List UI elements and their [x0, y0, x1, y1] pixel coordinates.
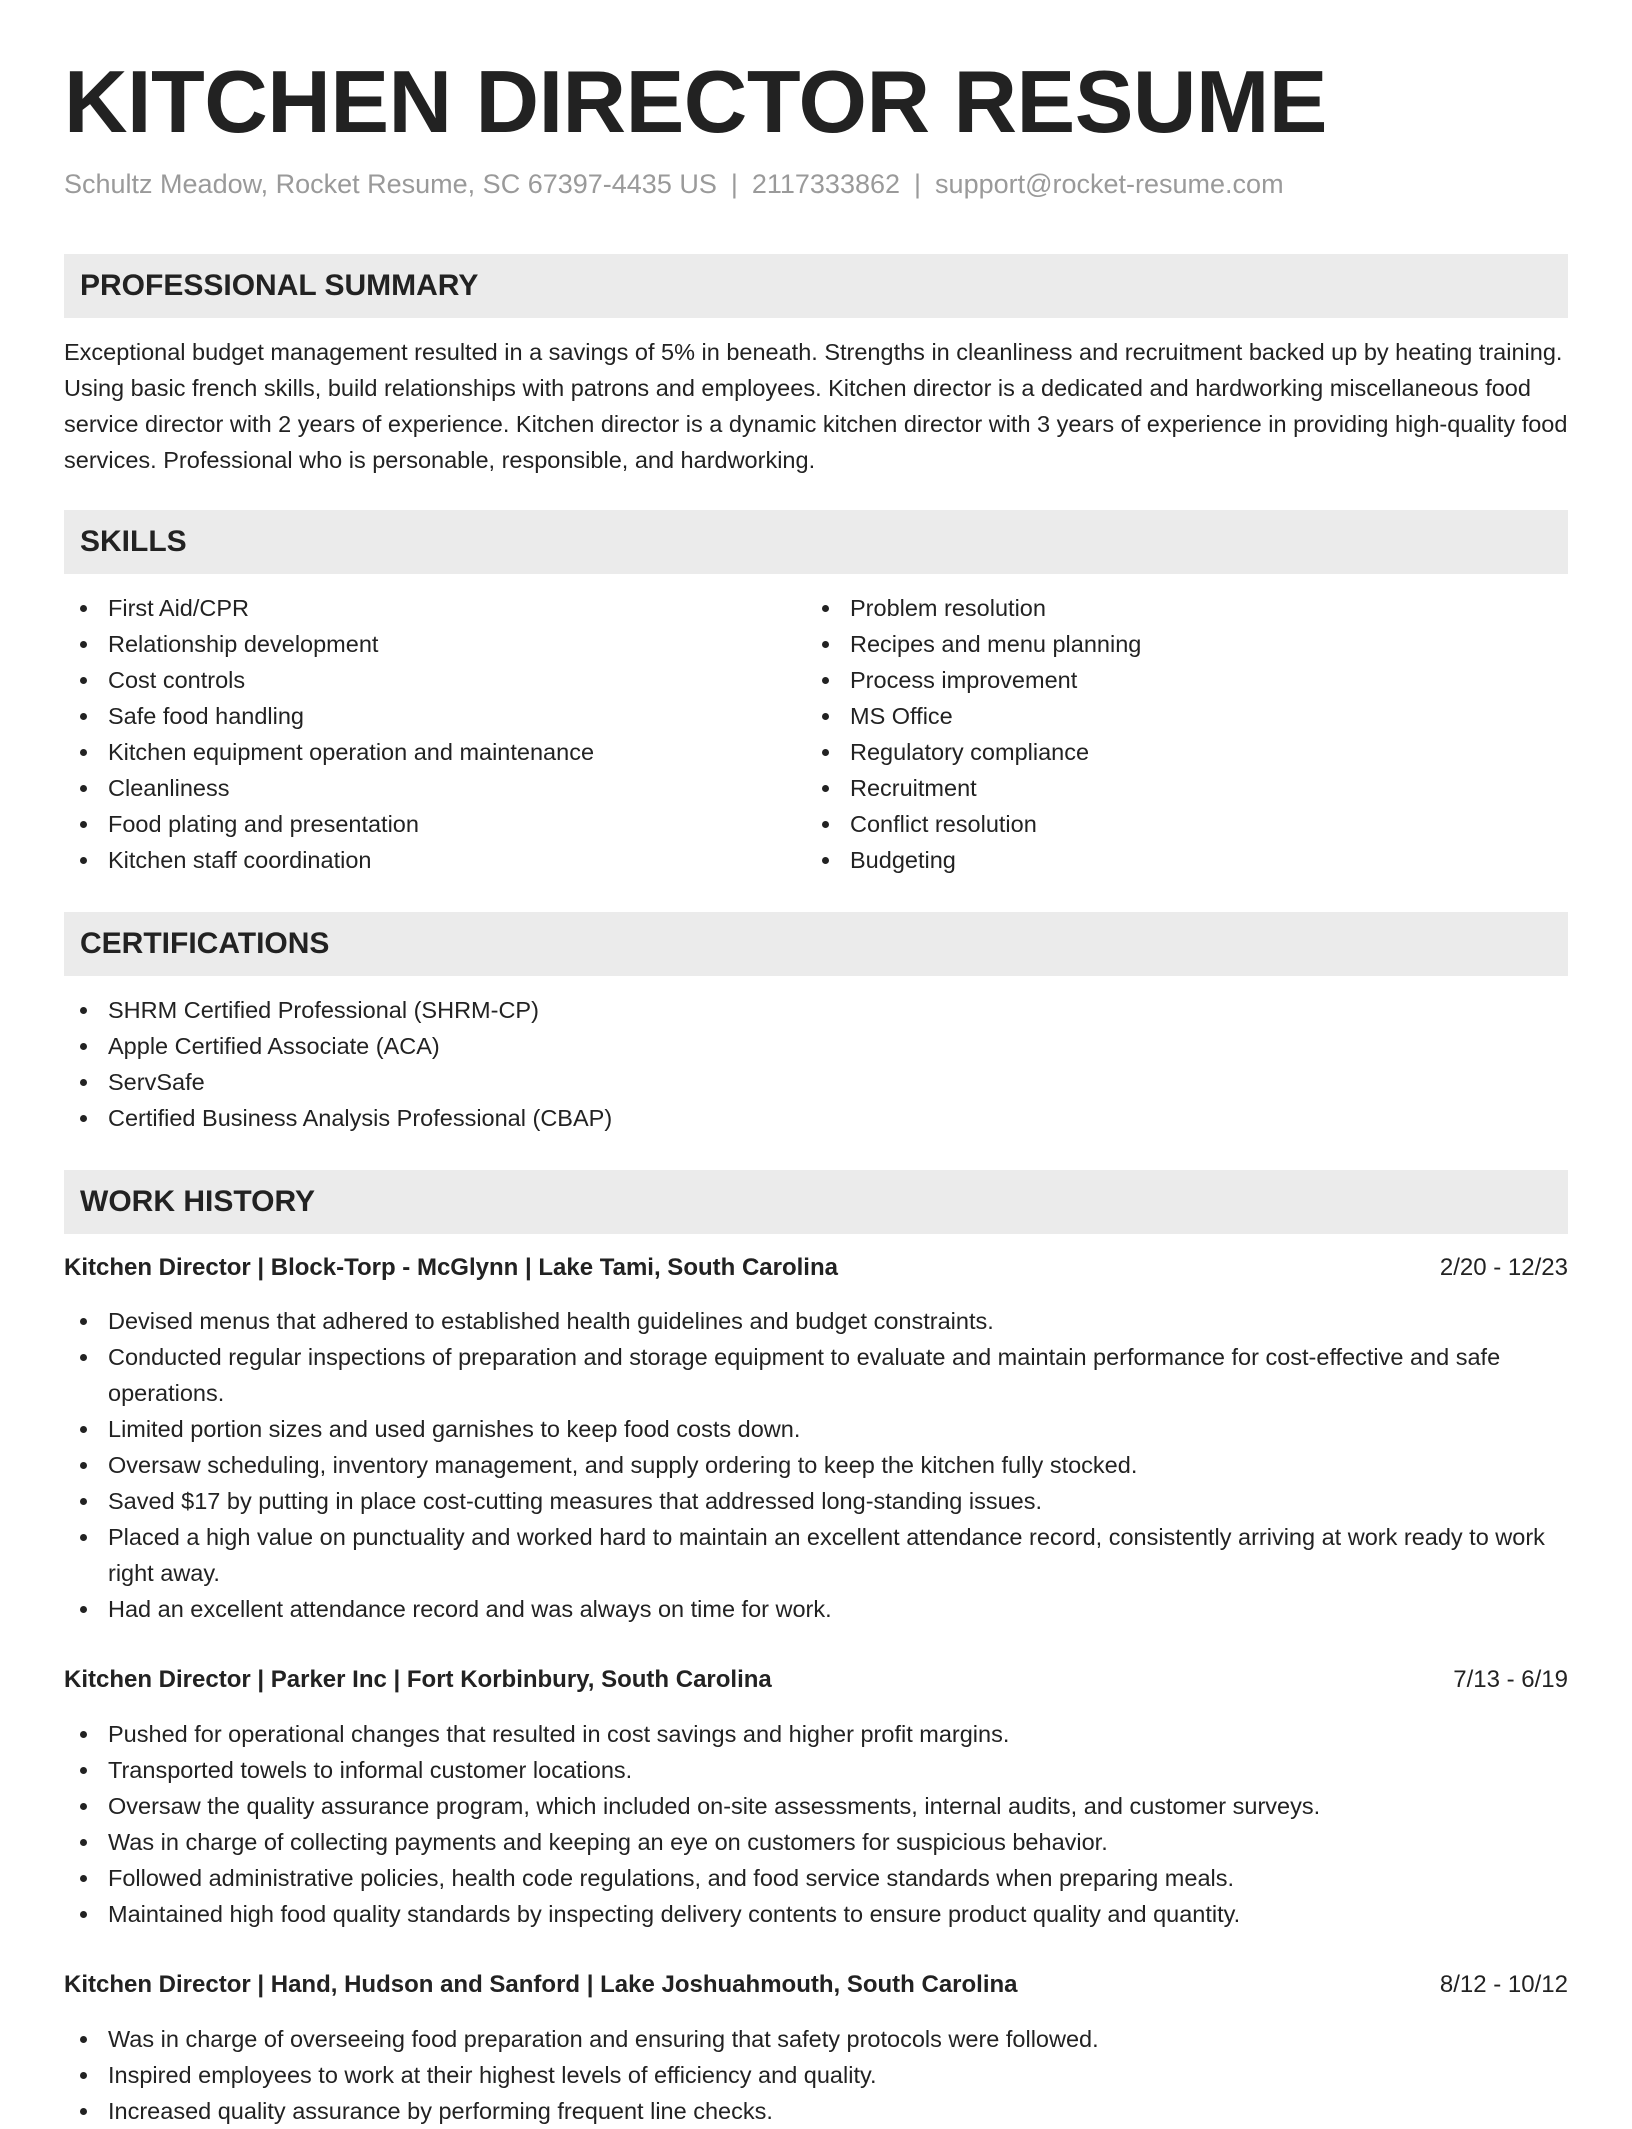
- job-bullet: Conducted regular inspections of preparation and storage equipment to evaluate and maintain performance for cost-effective and safe operations.: [64, 1339, 1568, 1411]
- work-history-heading: WORK HISTORY: [64, 1170, 1568, 1234]
- skill-item: Conflict resolution: [806, 806, 1546, 842]
- job-bullet: Oversaw scheduling, inventory management, and supply ordering to keep the kitchen fully stocked.: [64, 1447, 1568, 1483]
- job-bullet: Inspired employees to work at their highest levels of efficiency and quality.: [64, 2057, 1568, 2093]
- job-bullet: Had an excellent attendance record and was always on time for work.: [64, 1591, 1568, 1627]
- skill-item: Food plating and presentation: [64, 806, 804, 842]
- job-bullet: Saved $17 by putting in place cost-cutting measures that addressed long-standing issues.: [64, 1483, 1568, 1519]
- job-dates: 7/13 - 6/19: [1453, 1666, 1568, 1693]
- job-bullets: [64, 2021, 1568, 2129]
- job-bullets: [64, 1303, 1568, 1627]
- job-bullet: Followed administrative policies, health code regulations, and food service standards when preparing meals.: [64, 1860, 1568, 1896]
- skill-item: Cost controls: [64, 662, 804, 698]
- skill-item: Kitchen staff coordination: [64, 842, 804, 878]
- job-bullet: Devised menus that adhered to established health guidelines and budget constraints.: [64, 1303, 1568, 1339]
- contact-line: [64, 166, 1284, 202]
- job-header: [64, 1662, 1568, 1698]
- skill-item: Recruitment: [806, 770, 1546, 806]
- contact-separator: |: [730, 169, 738, 199]
- skill-item: MS Office: [806, 698, 1546, 734]
- skill-item: Kitchen equipment operation and maintenance: [64, 734, 804, 770]
- contact-separator: |: [914, 169, 922, 199]
- skill-item: Budgeting: [806, 842, 1546, 878]
- certification-item: ServSafe: [64, 1064, 1568, 1100]
- job-bullet: Was in charge of collecting payments and keeping an eye on customers for suspicious behavior.: [64, 1824, 1568, 1860]
- summary-text: Exceptional budget management resulted in a savings of 5% in beneath. Strengths in cleanliness and recruitment backed up by heating training. Using basic french skills, build relationships with patrons and employees. Kitchen director is a dedicated and hardworking miscellaneous food service director with 2 years of experience. Kitchen director is a dynamic kitchen director with 3 years of experience in providing high-quality food services. Professional who is personable, responsible, and hardworking.: [64, 339, 1568, 473]
- job-title: Kitchen Director | Parker Inc | Fort Korbinbury, South Carolina: [64, 1666, 772, 1693]
- contact-email: support@rocket-resume.com: [935, 169, 1284, 199]
- job-dates: 2/20 - 12/23: [1439, 1254, 1568, 1281]
- certifications-list: [64, 992, 1568, 1136]
- resume-title: KITCHEN DIRECTOR RESUME: [64, 52, 1327, 151]
- summary-heading: PROFESSIONAL SUMMARY: [64, 254, 1568, 318]
- certification-item: Apple Certified Associate (ACA): [64, 1028, 1568, 1064]
- job-bullet: Was in charge of overseeing food preparation and ensuring that safety protocols were followed.: [64, 2021, 1568, 2057]
- job-bullet: Placed a high value on punctuality and worked hard to maintain an excellent attendance record, consistently arriving at work ready to work right away.: [64, 1519, 1568, 1591]
- job-bullet: Transported towels to informal customer locations.: [64, 1752, 1568, 1788]
- skill-item: Process improvement: [806, 662, 1546, 698]
- skill-item: Relationship development: [64, 626, 804, 662]
- job-title: Kitchen Director | Hand, Hudson and Sanford | Lake Joshuahmouth, South Carolina: [64, 1971, 1018, 1998]
- skill-item: Safe food handling: [64, 698, 804, 734]
- certification-item: SHRM Certified Professional (SHRM-CP): [64, 992, 1568, 1028]
- skills-list-right: [806, 590, 1546, 878]
- skill-item: Cleanliness: [64, 770, 804, 806]
- skill-item: Recipes and menu planning: [806, 626, 1546, 662]
- job-bullet: Limited portion sizes and used garnishes to keep food costs down.: [64, 1411, 1568, 1447]
- skill-item: First Aid/CPR: [64, 590, 804, 626]
- job-header: [64, 1967, 1568, 2003]
- job-bullet: Oversaw the quality assurance program, which included on-site assessments, internal audits, and customer surveys.: [64, 1788, 1568, 1824]
- job-dates: 8/12 - 10/12: [1439, 1971, 1568, 1998]
- job-header: [64, 1250, 1568, 1286]
- job-bullet: Pushed for operational changes that resulted in cost savings and higher profit margins.: [64, 1716, 1568, 1752]
- certification-item: Certified Business Analysis Professional (CBAP): [64, 1100, 1568, 1136]
- job-bullet: Increased quality assurance by performing frequent line checks.: [64, 2093, 1568, 2129]
- job-title: Kitchen Director | Block-Torp - McGlynn | Lake Tami, South Carolina: [64, 1254, 838, 1281]
- job-bullets: [64, 1716, 1568, 1932]
- contact-phone: 2117333862: [751, 169, 901, 199]
- contact-address: Schultz Meadow, Rocket Resume, SC 67397-4435 US: [64, 169, 717, 199]
- skills-list-left: [64, 590, 804, 878]
- job-bullet: Maintained high food quality standards by inspecting delivery contents to ensure product quality and quantity.: [64, 1896, 1568, 1932]
- skill-item: Problem resolution: [806, 590, 1546, 626]
- skills-heading: SKILLS: [64, 510, 1568, 574]
- skill-item: Regulatory compliance: [806, 734, 1546, 770]
- certifications-heading: CERTIFICATIONS: [64, 912, 1568, 976]
